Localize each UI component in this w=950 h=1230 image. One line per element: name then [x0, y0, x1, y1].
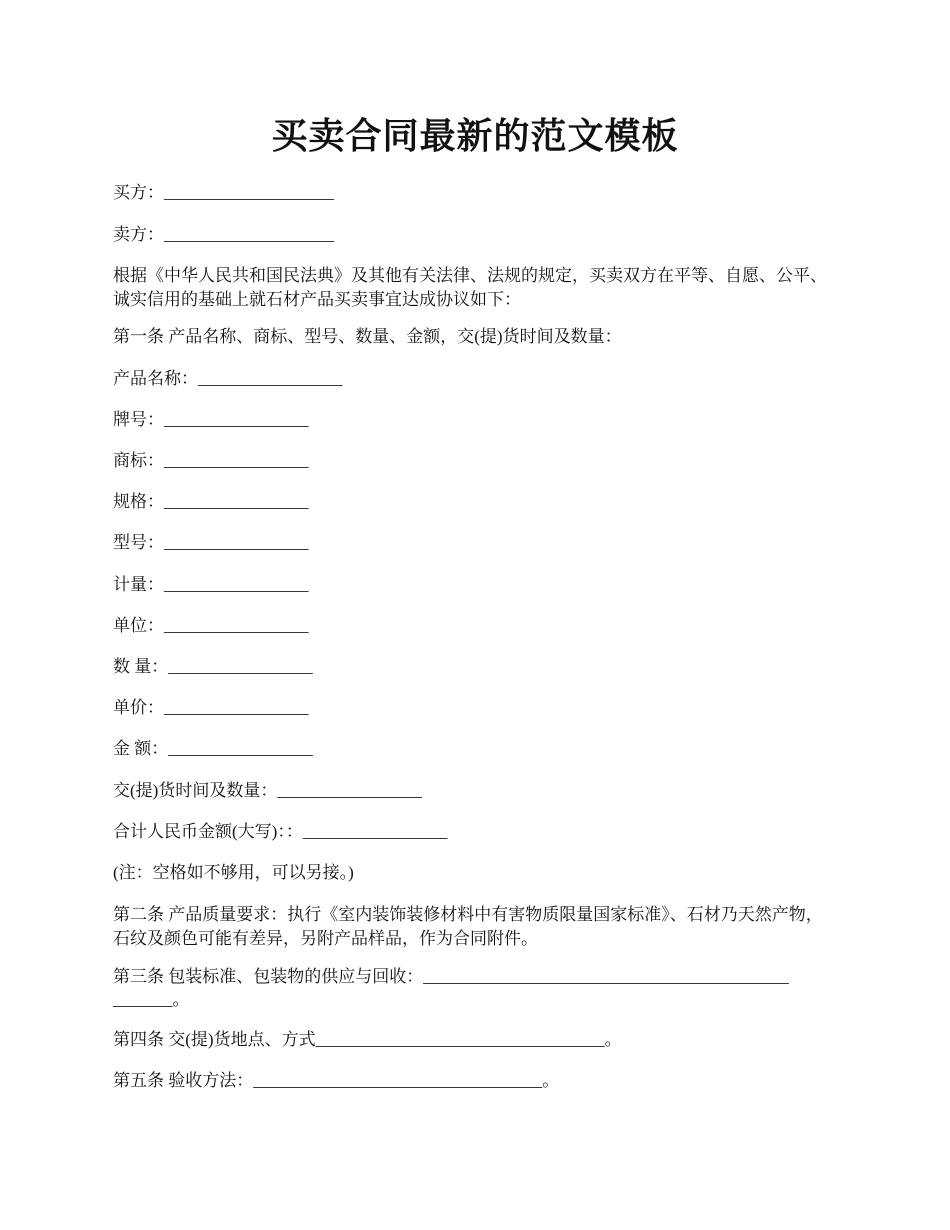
- quantity-line: 数 量：_________________: [113, 657, 313, 676]
- intro-paragraph: 根据《中华人民共和国民法典》及其他有关法律、法规的规定，买卖双方在平等、自愿、公平、诚实信用的基础上就石材产品买卖事宜达成协议如下：: [113, 266, 827, 309]
- model-line: 型号：_________________: [113, 533, 309, 552]
- article-5-line: 第五条 验收方法：__________________________________。: [113, 1071, 560, 1090]
- measure-line: 计量：_________________: [113, 575, 309, 594]
- article-3-line: 第三条 包装标准、包装物的供应与回收：___________________________________________: [113, 967, 789, 986]
- note-line: (注：空格如不够用，可以另接。): [113, 863, 354, 882]
- buyer-line: 买方：____________________: [113, 183, 334, 202]
- article-3-continuation: _______。: [113, 990, 190, 1009]
- amount-line: 金 额：_________________: [113, 739, 313, 758]
- delivery-line: 交(提)货时间及数量：_________________: [113, 781, 422, 800]
- document-title: 买卖合同最新的范文模板: [271, 116, 679, 156]
- seller-line: 卖方：____________________: [113, 225, 334, 244]
- unit-price-line: 单价：_________________: [113, 698, 309, 717]
- trademark-line: 商标：_________________: [113, 451, 309, 470]
- article-4-line: 第四条 交(提)货地点、方式__________________________________。: [113, 1030, 622, 1049]
- product-name-line: 产品名称：_________________: [113, 369, 343, 388]
- article-2-paragraph: 第二条 产品质量要求：执行《室内装饰装修材料中有害物质限量国家标准》、石材乃天然产物，石纹及颜色可能有差异，另附产品样品，作为合同附件。: [113, 905, 823, 948]
- brand-number-line: 牌号：_________________: [113, 410, 309, 429]
- unit-line: 单位：_________________: [113, 616, 309, 635]
- total-rmb-line: 合计人民币金额(大写)：：_________________: [113, 822, 448, 841]
- article-1-heading: 第一条 产品名称、商标、型号、数量、金额，交(提)货时间及数量：: [113, 327, 622, 346]
- specification-line: 规格：_________________: [113, 492, 309, 511]
